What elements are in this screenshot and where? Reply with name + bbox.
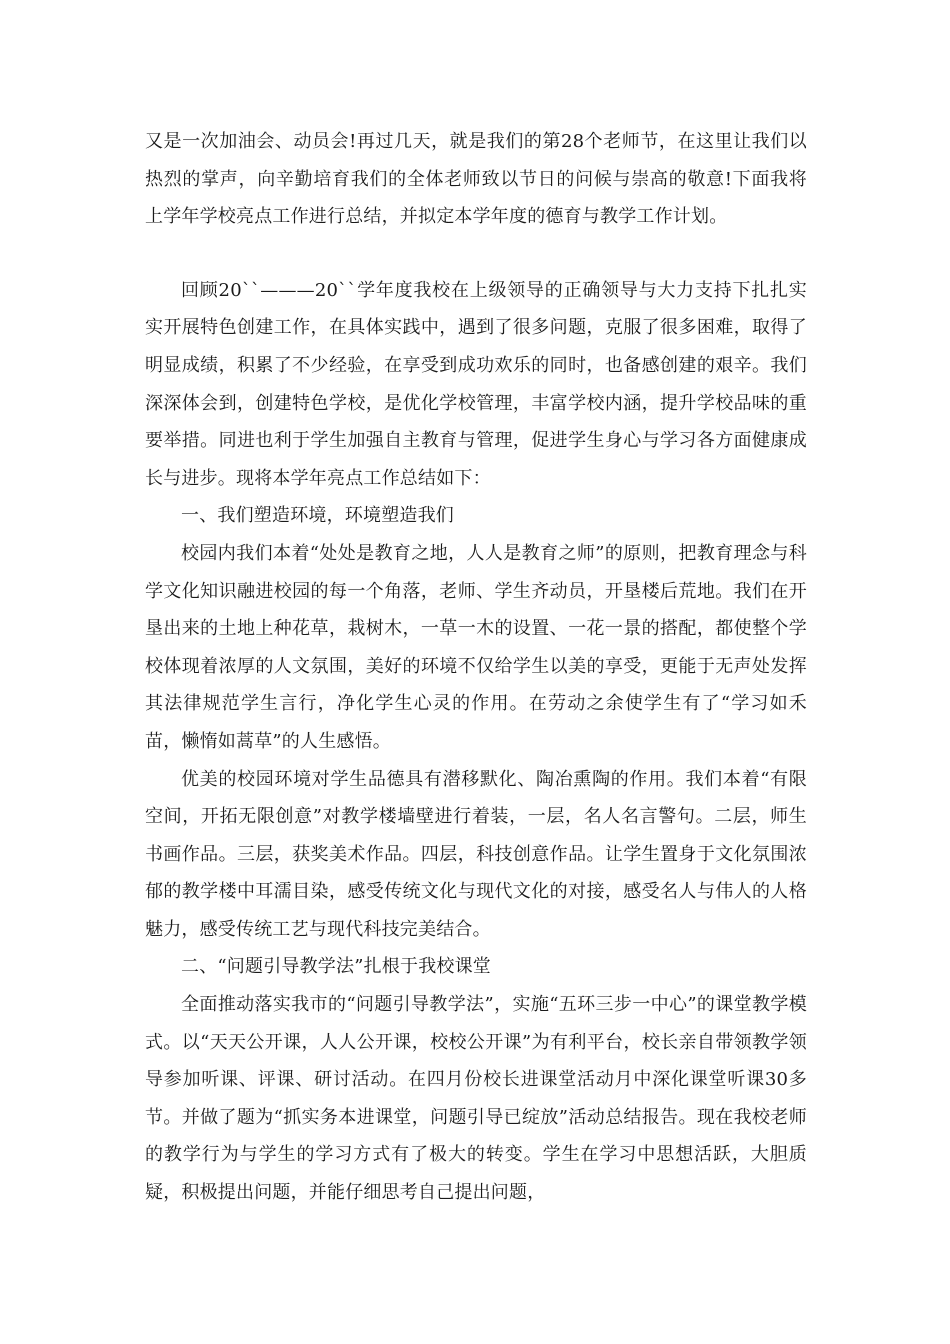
intro-paragraph: 又是一次加油会、动员会!再过几天，就是我们的第28个老师节，在这里让我们以热烈的掌声，向辛勤培育我们的全体老师致以节日的问候与崇高的敬意!下面我将上学年学校亮点工作进行总结，并拟定本学年度的德育与教学工作计划。 — [145, 131, 807, 228]
section-heading-2: 二、“问题引导教学法”扎根于我校课堂 — [181, 956, 492, 978]
document-body — [145, 123, 807, 1212]
section-heading-1: 一、我们塑造环境，环境塑造我们 — [181, 505, 454, 527]
review-paragraph: 回顾20``———20``学年度我校在上级领导的正确领导与大力支持下扎扎实实开展特色创建工作，在具体实践中，遇到了很多问题，克服了很多困难，取得了明显成绩，积累了不少经验，在享受到成功欢乐的同时，也备感创建的艰辛。我们深深体会到，创建特色学校，是优化学校管理，丰富学校内涵，提升学校品味的重要举措。同进也利于学生加强自主教育与管理，促进学生身心与学习各方面健康成长与进步。现将本学年亮点工作总结如下： — [145, 279, 807, 489]
teaching-method-paragraph: 全面推动落实我市的“问题引导教学法”，实施“五环三步一中心”的课堂教学模式。以“天天公开课，人人公开课，校校公开课”为有利平台，校长亲自带领教学领导参加听课、评课、研讨活动。在四月份校长进课堂活动月中深化课堂听课30多节。并做了题为“抓实务本进课堂，问题引导已绽放”活动总结报告。现在我校老师的教学行为与学生的学习方式有了极大的转变。学生在学习中思想活跃，大胆质疑，积极提出问题，并能仔细思考自己提出问题， — [145, 994, 807, 1204]
campus-environment-paragraph: 校园内我们本着“处处是教育之地，人人是教育之师”的原则，把教育理念与科学文化知识融进校园的每一个角落，老师、学生齐动员，开垦楼后荒地。我们在开垦出来的土地上种花草，栽树木，一草一木的设置、一花一景的搭配，都使整个学校体现着浓厚的人文氛围，美好的环境不仅给学生以美的享受，更能于无声处发挥其法律规范学生言行，净化学生心灵的作用。在劳动之余使学生有了“学习如禾苗，懒惰如蒿草”的人生感悟。 — [145, 542, 807, 752]
building-decoration-paragraph: 优美的校园环境对学生品德具有潜移默化、陶冶熏陶的作用。我们本着“有限空间，开拓无限创意”对教学楼墙壁进行着装，一层，名人名言警句。二层，师生书画作品。三层，获奖美术作品。四层，科技创意作品。让学生置身于文化氛围浓郁的教学楼中耳濡目染，感受传统文化与现代文化的对接，感受名人与伟人的人格魅力，感受传统工艺与现代科技完美结合。 — [145, 768, 807, 940]
